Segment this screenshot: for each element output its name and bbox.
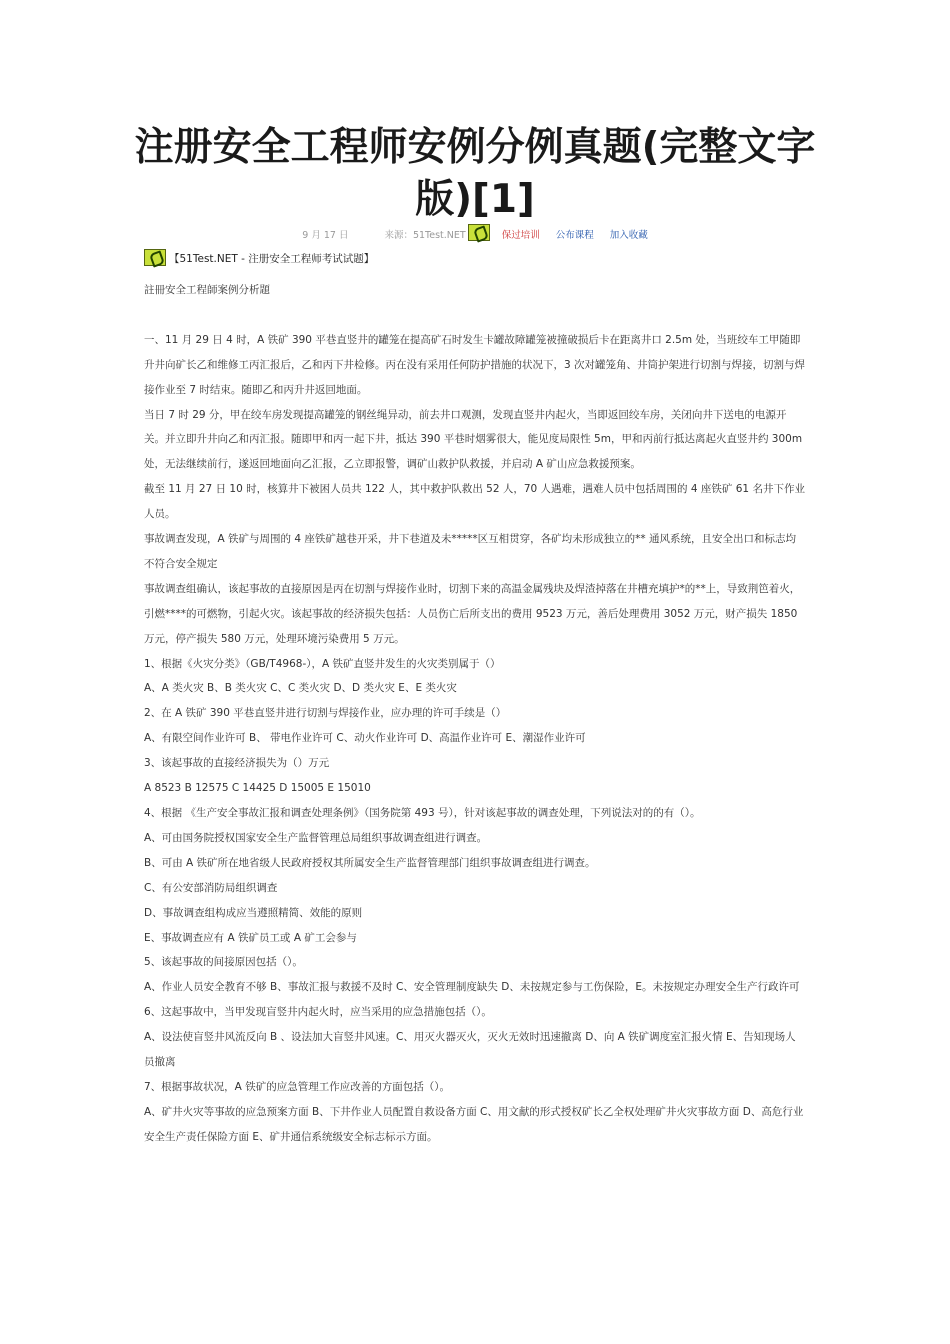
question: 3、该起事故的直接经济损失为（）万元 xyxy=(144,757,330,770)
option: D、事故调查组构成应当遵照精简、效能的原则 xyxy=(144,906,363,919)
options: A、作业人员安全教育不够 B、事故汇报与救援不及时 C、安全管理制度缺失 D、未按规定参与工伤保险，E。未按规定办理安全生产行政许可 xyxy=(144,981,800,994)
question: 6、这起事故中，当甲发现盲竖井内起火时，应当采用的应急措施包括（）。 xyxy=(144,1006,492,1019)
subheading: 註冊安全工程師案例分析題 xyxy=(144,284,270,296)
exam-header-text: 【51Test.NET - 注册安全工程师考试试题】 xyxy=(169,253,375,265)
option: E、事故调查应有 A 铁矿员工或 A 矿工会参与 xyxy=(144,931,357,944)
spacer xyxy=(144,303,806,328)
options: A 8523 B 12575 C 14425 D 15005 E 15010 xyxy=(144,782,371,795)
favorite-link[interactable]: 加入收藏 xyxy=(609,230,648,241)
paragraph: 事故调查发现，A 铁矿与周围的 4 座铁矿越巷开采，井下巷道及未*****区互相贯穿，各矿均未形成独立的** 通风系统，且安全出口和标志均不符合安全规定 xyxy=(144,533,796,570)
source-label: 来源：51Test.NET xyxy=(384,230,466,241)
question: 1、根据《火灾分类》（GB/T4968-），A 铁矿直竖井发生的火灾类别属于（） xyxy=(144,657,501,670)
question: 2、在 A 铁矿 390 平巷直竖井进行切割与焊接作业，应办理的许可手续是（） xyxy=(144,707,507,720)
question: 4、根据 《生产安全事故汇报和调查处理条例》（国务院第 493 号），针对该起事故的调查处理，下列说法对的的有（）。 xyxy=(144,807,701,820)
course-link[interactable]: 公布课程 xyxy=(555,230,594,241)
options: A、有限空间作业许可 B、 带电作业许可 C、动火作业许可 D、高温作业许可 E、潮湿作业许可 xyxy=(144,732,586,745)
options: A、A 类火灾 B、B 类火灾 C、C 类火灾 D、D 类火灾 E、E 类火灾 xyxy=(144,682,457,695)
paragraph: 截至 11 月 27 日 10 时，核算井下被困人员共 122 人，其中救护队救出 52 人，70 人遇难，遇难人员中包括周围的 4 座铁矿 61 名井下作业人员。 xyxy=(144,483,805,521)
paragraph: 一、11 月 29 日 4 时，A 铁矿 390 平巷直竖井的罐笼在提高矿石时发生卡罐故障罐笼被撞破损后卡在距离井口 2.5m 处，当班绞车工甲随即升井向矿长乙和维修工丙汇报后，乙和丙下井检修。丙在没有采用任何防护措施的状况下，3 次对罐笼角、井筒护架进行切割与焊接，切割与焊接作业至 7 时结束。随即乙和丙升井返回地面。 xyxy=(144,333,806,396)
option: A、可由国务院授权国家安全生产监督管理总局组织事故调查组进行调查。 xyxy=(144,831,488,844)
publish-date: 9 月 17 日 xyxy=(302,230,349,241)
option: C、有公安部消防局组织调查 xyxy=(144,881,278,894)
paragraph: 事故调查组确认，该起事故的直接原因是丙在切割与焊接作业时，切割下来的高温金属残块及焊渣掉落在井槽充填护*的**上，导致荆笆着火，引燃****的可燃物，引起火灾。该起事故的经济损失包括：人员伤亡后所支出的费用 9523 万元，善后处理费用 3052 万元，财产损失 1850 万元，停产损失 580 万元，处理环境污染费用 5 万元。 xyxy=(144,582,801,645)
document-body xyxy=(144,278,806,1150)
question: 7、根据事故状况，A 铁矿的应急管理工作应改善的方面包括（）。 xyxy=(144,1080,450,1093)
options: A、设法使盲竖井风流反向 B 、设法加大盲竖井风速。C、用灭火器灭火，灭火无效时迅速撤离 D、向 A 铁矿调度室汇报火情 E、告知现场人员撤离 xyxy=(144,1031,796,1069)
options: A、矿井火灾等事故的应急预案方面 B、下井作业人员配置自救设备方面 C、用文献的形式授权矿长乙全权处理矿井火灾事故方面 D、高危行业安全生产责任保险方面 E、矿井通信系统级安全标志标示方面。 xyxy=(144,1105,804,1143)
training-link[interactable]: 保过培训 xyxy=(501,230,540,241)
site-logo-icon xyxy=(468,224,490,241)
article-meta xyxy=(0,224,950,241)
site-logo-icon xyxy=(144,249,166,266)
question: 5、该起事故的间接原因包括（）。 xyxy=(144,956,303,969)
document-title: 注册安全工程师安例分例真题(完整文字版)[1] xyxy=(134,125,816,222)
exam-header xyxy=(144,249,374,266)
option: B、可由 A 铁矿所在地省级人民政府授权其所属安全生产监督管理部门组织事故调查组进行调查。 xyxy=(144,856,596,869)
paragraph: 当日 7 时 29 分，甲在绞车房发现提高罐笼的钢丝绳异动，前去井口观测，发现直竖井内起火，当即返回绞车房，关闭向井下送电的电源开关。并立即升井向乙和丙汇报。随即甲和丙一起下井，抵达 390 平巷时烟雾很大，能见度局限性 5m，甲和丙前行抵达离起火直竖井约 300m 处，无法继续前行，遂返回地面向乙汇报，乙立即报警，调矿山救护队救援，并启动 A 矿山应急救援预案。 xyxy=(144,408,803,471)
